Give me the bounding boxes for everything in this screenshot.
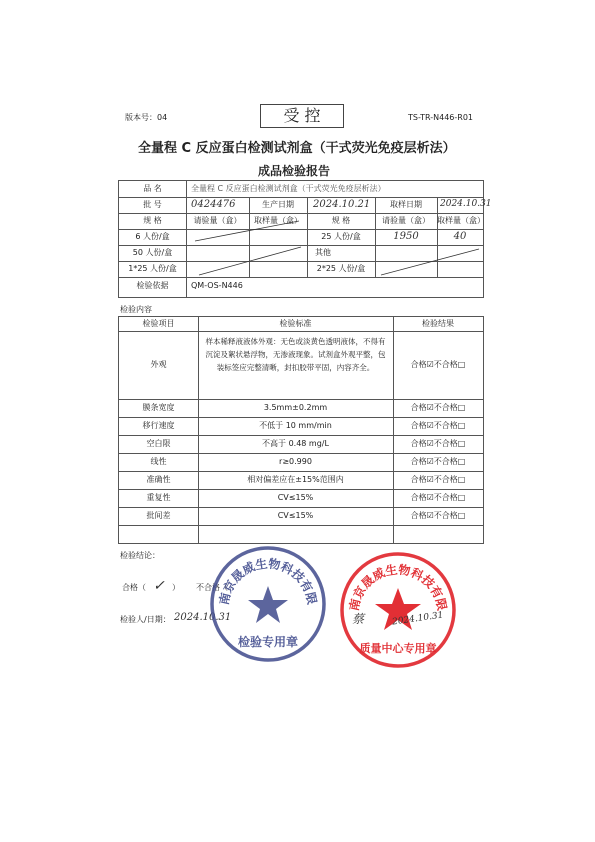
standard-linearity: r≥0.990	[279, 457, 312, 466]
col-item-header: 检验项目	[142, 319, 175, 328]
item-batch-variation: 批间差	[146, 511, 171, 520]
inspector-signature: 2024.10.31	[174, 612, 232, 623]
sample-date-label: 取样日期	[390, 200, 422, 209]
col-standard-header: 检验标准	[279, 319, 312, 328]
controlled-stamp: 受 控	[260, 104, 344, 128]
standard-flow-speed: 不低于 10 mm/min	[259, 421, 332, 430]
standard-appearance: 样本稀释液液体外观：无色或淡黄色透明液体，不得有沉淀及絮状悬浮物，无渗液现象。试剂盒外观平整，包装标签应完整清晰，封扣胶带平固，内容齐全。	[205, 337, 386, 372]
pass-close: ）	[172, 583, 180, 592]
sample-qty-label: 取样量（盒）	[254, 216, 302, 225]
result-batch-variation: 合格☑不合格□	[410, 511, 466, 520]
basis-label: 检验依据	[136, 281, 169, 290]
conclusion-label: 检验结论：	[120, 551, 160, 560]
svg-text:南京晟威生物科技有限公司	[336, 548, 449, 612]
fail-label: 不合格（	[196, 583, 228, 592]
sample-date-value: 2024.10.31	[440, 199, 492, 209]
product-value: 全量程 C 反应蛋白检测试剂盒（干式荧光免疫层析法）	[191, 184, 386, 193]
item-accuracy: 准确性	[146, 475, 171, 484]
item-flow-speed: 移行速度	[142, 421, 175, 430]
result-repeatability: 合格☑不合格□	[410, 493, 466, 502]
sample-qty-label-2: 取样量（盒）	[437, 216, 485, 225]
spec-25: 25 人份/盒	[321, 232, 361, 241]
pass-label: 合格（	[122, 583, 146, 592]
right-seal-ring-text: 南京晟威生物科技有限	[346, 562, 450, 613]
item-strip-width: 膜条宽度	[142, 403, 175, 412]
standard-blank-limit: 不高于 0.48 mg/L	[262, 439, 329, 448]
result-blank-limit: 合格☑不合格□	[410, 439, 466, 448]
product-label: 品 名	[143, 184, 162, 193]
prod-date-label: 生产日期	[262, 200, 294, 209]
result-appearance: 合格☑不合格□	[410, 360, 466, 369]
lot-value: 0424476	[191, 199, 236, 210]
prod-date-value: 2024.10.21	[313, 199, 371, 210]
col-result-header: 检验结果	[422, 319, 454, 328]
svg-text:南京晟威生物科技有限公司	[206, 542, 319, 606]
result-strip-width: 合格☑不合格□	[410, 403, 466, 412]
standard-repeatability: CV≤15%	[277, 493, 314, 502]
result-linearity: 合格☑不合格□	[410, 457, 466, 466]
reviewer-date: 2024.10.31	[391, 610, 444, 628]
results-table	[118, 316, 484, 544]
sample-25: 40	[453, 231, 467, 242]
result-accuracy: 合格☑不合格□	[410, 475, 466, 484]
result-flow-speed: 合格☑不合格□	[410, 421, 466, 430]
spec-label-2: 规 格	[331, 216, 351, 225]
spec-50: 50 人份/盒	[132, 248, 173, 257]
document-subtitle: 成品检验报告	[258, 164, 331, 178]
standard-batch-variation: CV≤15%	[277, 511, 314, 520]
reviewer-signature: 蔡	[352, 612, 365, 626]
left-seal-ring-text: 南京晟威生物科技有限	[216, 556, 320, 607]
left-seal-center-text: 检验专用章	[237, 635, 299, 649]
info-table	[118, 180, 492, 298]
pass-checkmark: ✓	[153, 578, 165, 594]
item-blank-limit: 空白限	[146, 439, 171, 448]
item-linearity: 线性	[150, 457, 167, 466]
document-title: 全量程 C 反应蛋白检测试剂盒（干式荧光免疫层析法）	[138, 141, 456, 156]
qty-label-2: 请验量（盒）	[382, 216, 430, 225]
basis-value: QM-OS-N446	[191, 281, 243, 290]
spec-1x25: 1*25 人份/盒	[128, 264, 177, 273]
right-seal-center-text: 质量中心专用章	[359, 642, 437, 655]
document-code: TS-TR-N446-R01	[408, 113, 474, 122]
version-number: 版本号：04	[125, 113, 168, 122]
spec-label: 规 格	[143, 216, 162, 225]
spec-2x25: 2*25 人份/盒	[316, 264, 366, 273]
qty-25: 1950	[393, 231, 419, 242]
spec-other: 其他	[315, 248, 331, 257]
item-repeatability: 重复性	[146, 493, 171, 502]
lot-label: 批 号	[143, 200, 162, 209]
section-label: 检验内容	[120, 305, 152, 314]
standard-accuracy: 相对偏差应在±15%范围内	[247, 475, 344, 484]
item-appearance: 外观	[150, 360, 167, 369]
qty-label: 请验量（盒）	[193, 216, 242, 225]
inspection-seal	[206, 542, 330, 670]
strike-lines	[119, 181, 483, 297]
spec-6: 6 人份/盒	[135, 232, 170, 241]
standard-strip-width: 3.5mm±0.2mm	[263, 403, 328, 412]
inspector-label: 检验人/日期：	[120, 615, 171, 624]
